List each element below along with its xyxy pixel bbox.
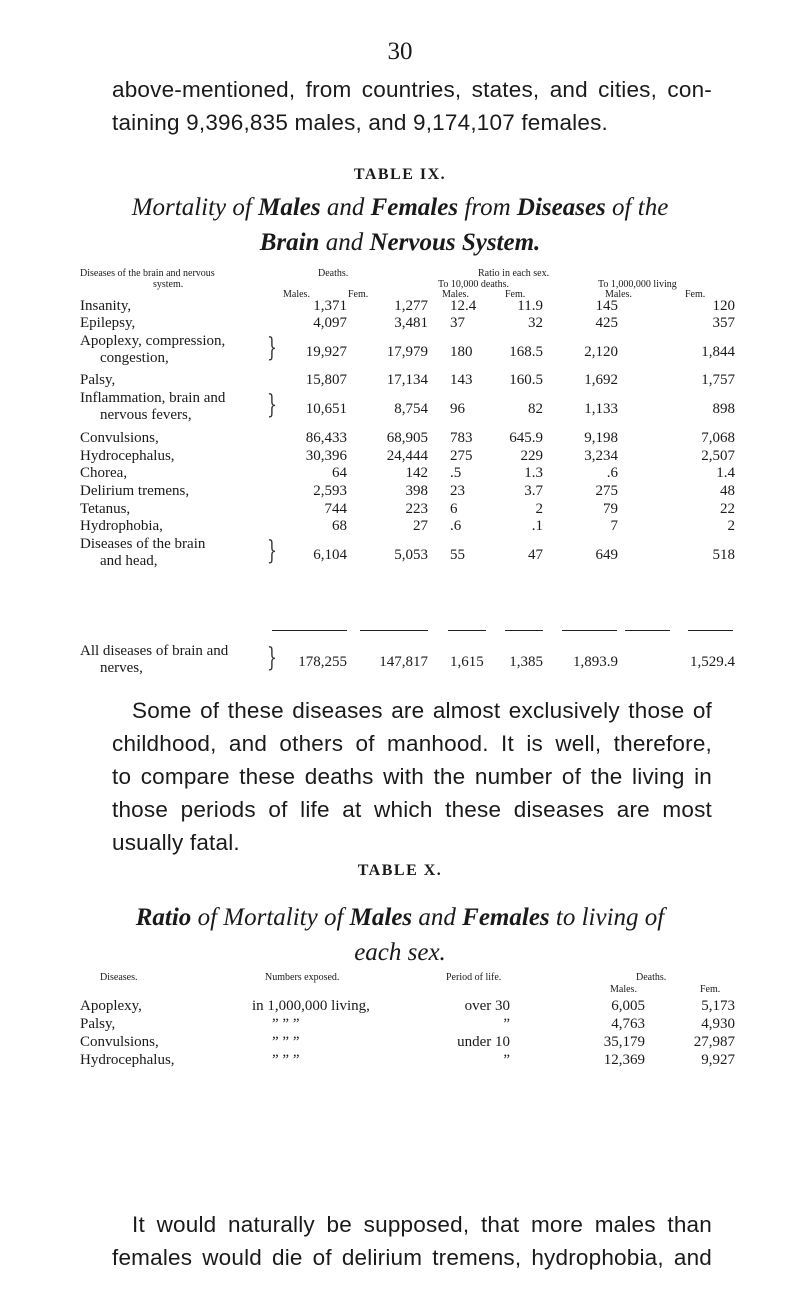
intro-line: taining 9,396,835 males, and 9,174,107 females. <box>112 110 608 135</box>
table-cell-f: 142 <box>405 465 428 481</box>
table-ix-label: TABLE IX. <box>353 166 447 183</box>
header-period-of-life: Period of life. <box>446 972 502 983</box>
header-deaths: Deaths. <box>318 268 349 279</box>
header-to-1000000: To 1,000,000 living <box>598 279 677 290</box>
table-cell-lf: 357 <box>712 315 735 331</box>
table-cell-lm: .6 <box>606 465 618 481</box>
period-of-life: over 30 <box>464 998 510 1014</box>
table-cell-lm: 649 <box>595 547 618 563</box>
table-x-title-line-2: each sex. <box>354 939 446 966</box>
table-cell-m: 744 <box>324 501 347 517</box>
title-word: of <box>612 194 632 221</box>
table-cell-lm: 1,893.9 <box>573 654 618 670</box>
title-word: of <box>197 904 218 931</box>
title-word: of <box>323 904 344 931</box>
table-cell-rf: 32 <box>528 315 543 331</box>
table-cell-lf: 48 <box>720 483 735 499</box>
table-cell-lm: 7 <box>610 518 618 534</box>
table-cell-rm: 55 <box>450 547 465 563</box>
disease-name: Convulsions, <box>80 430 159 446</box>
header-disease-2: system. <box>153 279 184 290</box>
table-cell-f: 17,134 <box>386 372 428 388</box>
disease-name: Tetanus, <box>80 501 131 517</box>
header-fem-living: Fem. <box>685 289 706 300</box>
table-cell-rf: .1 <box>531 518 543 534</box>
brace-icon: } <box>267 643 277 673</box>
table-cell-f: 3,481 <box>394 315 428 331</box>
intro-line: above-mentioned, from countries, states, and cities, con- <box>112 77 712 102</box>
table-cell-lm: 2,120 <box>584 344 618 360</box>
table-cell-lf: 7,068 <box>701 430 735 446</box>
disease-name: Insanity, <box>80 298 132 314</box>
disease-name: All diseases of brain and <box>80 643 229 659</box>
table-cell-lf: 2 <box>727 518 735 534</box>
table-cell-rf: 1,385 <box>509 654 543 670</box>
table-cell-rm: 275 <box>450 448 473 464</box>
table-cell-f: 223 <box>405 501 428 517</box>
table-cell-lf: 1.4 <box>716 465 735 481</box>
period-of-life: under 10 <box>457 1034 510 1050</box>
table-cell-rm: 12.4 <box>450 298 477 314</box>
disease-name: Diseases of the brain <box>80 536 206 552</box>
title-word: from <box>464 194 511 221</box>
table-cell-m: 15,807 <box>305 372 347 388</box>
table-cell-rf: 47 <box>528 547 543 563</box>
table-cell-rf: 168.5 <box>509 344 543 360</box>
middle-line: usually fatal. <box>112 830 240 855</box>
brace-icon: } <box>267 390 277 420</box>
table-cell-lf: 898 <box>712 401 735 417</box>
brace-icon: } <box>267 536 277 566</box>
title-word: of <box>644 904 665 931</box>
disease-name: Hydrocephalus, <box>80 448 175 464</box>
title-word: Females <box>370 194 459 221</box>
disease-name: nerves, <box>100 660 143 676</box>
table-cell-rf: 82 <box>528 401 543 417</box>
table-cell-rf: 229 <box>520 448 543 464</box>
table-cell-m: 1,371 <box>313 298 347 314</box>
middle-line: to compare these deaths with the number of the living in <box>112 764 712 789</box>
table-x-label: TABLE X. <box>357 862 443 879</box>
closing-line: females would die of delirium tremens, hydrophobia, and <box>112 1245 712 1270</box>
title-word: Nervous <box>369 229 456 256</box>
table-cell-m: 2,593 <box>313 483 347 499</box>
header-disease: Diseases of the brain and nervous <box>80 268 215 279</box>
title-word: System. <box>461 229 541 256</box>
numbers-exposed: ” ” ” <box>272 1034 300 1050</box>
table-cell-m: 64 <box>332 465 347 481</box>
middle-line: childhood, and others of manhood. It is well, therefore, <box>112 731 712 756</box>
deaths-fem: 4,930 <box>701 1016 735 1032</box>
table-cell-rf: 645.9 <box>509 430 543 446</box>
title-word: Males <box>349 904 413 931</box>
disease-name: Hydrophobia, <box>80 518 163 534</box>
table-cell-lm: 275 <box>595 483 618 499</box>
disease-name: Chorea, <box>80 465 128 481</box>
table-cell-f: 68,905 <box>386 430 428 446</box>
header-ratio: Ratio in each sex. <box>478 268 550 279</box>
brace-icon: } <box>267 333 277 363</box>
table-cell-lf: 518 <box>712 547 735 563</box>
table-cell-rm: 37 <box>450 315 465 331</box>
header-males: Males. <box>610 984 637 995</box>
header-to-10000: To 10,000 deaths. <box>438 279 509 290</box>
disease-name: and head, <box>100 553 158 569</box>
table-cell-m: 30,396 <box>305 448 347 464</box>
numbers-exposed: in 1,000,000 living, <box>252 998 370 1014</box>
disease-name: Apoplexy, <box>80 998 142 1014</box>
table-cell-m: 6,104 <box>313 547 347 563</box>
title-word: and <box>418 904 456 931</box>
table-cell-rm: 143 <box>450 372 473 388</box>
closing-line: It would naturally be supposed, that more males than <box>132 1212 712 1237</box>
disease-name: nervous fevers, <box>100 407 192 423</box>
title-word: and <box>326 194 365 221</box>
title-word: Ratio <box>135 904 192 931</box>
page-number: 30 <box>387 38 413 65</box>
deaths-fem: 27,987 <box>693 1034 735 1050</box>
disease-name: Inflammation, brain and <box>80 390 226 406</box>
table-cell-lm: 145 <box>595 298 618 314</box>
title-word: Males <box>258 194 321 221</box>
header-fem: Fem. <box>700 984 721 995</box>
table-cell-lm: 425 <box>595 315 618 331</box>
deaths-males: 12,369 <box>603 1052 645 1068</box>
header-diseases: Diseases. <box>100 972 138 983</box>
table-cell-lf: 22 <box>720 501 735 517</box>
table-cell-m: 68 <box>332 518 347 534</box>
numbers-exposed: ” ” ” <box>272 1016 300 1032</box>
disease-name: Apoplexy, compression, <box>80 333 226 349</box>
deaths-males: 35,179 <box>603 1034 645 1050</box>
table-cell-lm: 3,234 <box>584 448 618 464</box>
table-cell-rf: 1.3 <box>524 465 543 481</box>
deaths-males: 6,005 <box>611 998 645 1014</box>
disease-name: Hydrocephalus, <box>80 1052 175 1068</box>
table-cell-m: 19,927 <box>305 344 347 360</box>
title-word: and <box>325 229 364 256</box>
disease-name: Palsy, <box>80 1016 116 1032</box>
title-word: Females <box>462 904 550 931</box>
header-males-ratio: Males. <box>442 289 469 300</box>
table-cell-f: 17,979 <box>386 344 428 360</box>
deaths-fem: 5,173 <box>701 998 735 1014</box>
title-word: of <box>232 194 252 221</box>
table-cell-f: 1,277 <box>394 298 428 314</box>
table-cell-m: 178,255 <box>298 654 347 670</box>
table-cell-lm: 9,198 <box>584 430 618 446</box>
title-word: Mortality <box>131 194 227 221</box>
title-word: to <box>555 904 576 931</box>
table-cell-rm: 783 <box>450 430 473 446</box>
header-males-living: Males. <box>605 289 632 300</box>
table-cell-rf: 11.9 <box>517 298 543 314</box>
period-of-life: ” <box>503 1052 510 1068</box>
table-cell-lf: 1,844 <box>701 344 735 360</box>
table-cell-lf: 120 <box>712 298 735 314</box>
table-cell-m: 4,097 <box>313 315 347 331</box>
header-deaths: Deaths. <box>636 972 667 983</box>
title-word: Diseases <box>516 194 606 221</box>
table-cell-f: 147,817 <box>379 654 428 670</box>
table-cell-rm: .6 <box>450 518 462 534</box>
closing-paragraph <box>112 1208 712 1274</box>
title-word: Mortality <box>223 904 318 931</box>
header-fem: Fem. <box>348 289 369 300</box>
table-cell-f: 27 <box>413 518 428 534</box>
table-cell-rm: 6 <box>450 501 458 517</box>
disease-name: Palsy, <box>80 372 116 388</box>
deaths-fem: 9,927 <box>701 1052 735 1068</box>
disease-name: Convulsions, <box>80 1034 159 1050</box>
period-of-life: ” <box>503 1016 510 1032</box>
table-cell-lf: 1,757 <box>701 372 735 388</box>
table-cell-lm: 1,692 <box>584 372 618 388</box>
table-cell-rm: .5 <box>450 465 462 481</box>
middle-line: those periods of life at which these diseases are most <box>112 797 712 822</box>
numbers-exposed: ” ” ” <box>272 1052 300 1068</box>
header-fem-ratio: Fem. <box>505 289 526 300</box>
header-males: Males. <box>283 289 310 300</box>
table-cell-lf: 2,507 <box>701 448 735 464</box>
title-word: Brain <box>259 229 320 256</box>
table-cell-f: 8,754 <box>394 401 428 417</box>
table-cell-rm: 96 <box>450 401 465 417</box>
table-cell-lm: 79 <box>603 501 618 517</box>
table-cell-rf: 160.5 <box>509 372 543 388</box>
title-word: living <box>581 904 639 931</box>
header-numbers-exposed: Numbers exposed. <box>265 972 340 983</box>
table-cell-f: 24,444 <box>386 448 428 464</box>
middle-line: Some of these diseases are almost exclusively those of <box>132 698 712 723</box>
disease-name: congestion, <box>100 350 169 366</box>
disease-name: Delirium tremens, <box>80 483 190 499</box>
table-cell-rf: 3.7 <box>524 483 543 499</box>
table-cell-rm: 1,615 <box>450 654 484 670</box>
table-cell-lm: 1,133 <box>584 401 618 417</box>
table-cell-f: 398 <box>405 483 428 499</box>
table-cell-rm: 23 <box>450 483 465 499</box>
table-cell-rf: 2 <box>535 501 543 517</box>
disease-name: Epilepsy, <box>80 315 136 331</box>
title-word: the <box>637 194 669 221</box>
deaths-males: 4,763 <box>611 1016 645 1032</box>
table-cell-m: 86,433 <box>305 430 347 446</box>
table-cell-lf: 1,529.4 <box>690 654 735 670</box>
table-cell-m: 10,651 <box>305 401 347 417</box>
table-cell-f: 5,053 <box>394 547 428 563</box>
table-cell-rm: 180 <box>450 344 473 360</box>
